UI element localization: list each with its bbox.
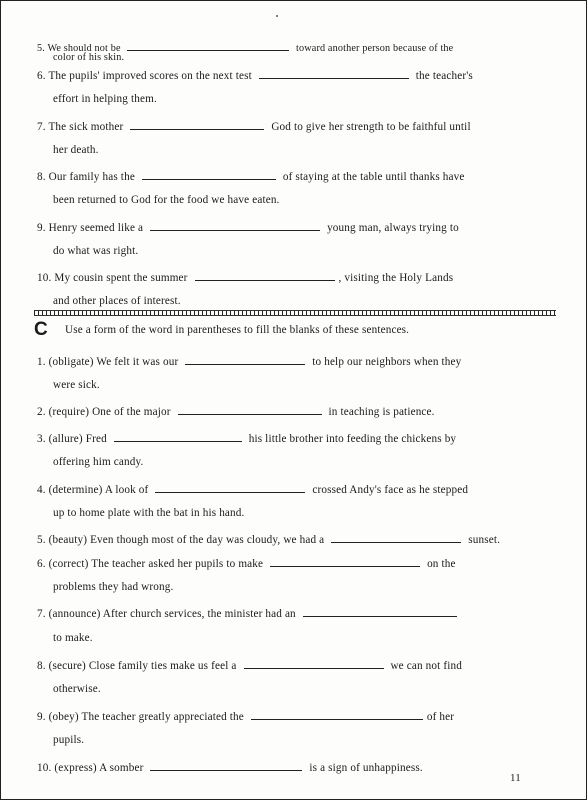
item-number: 7. <box>37 608 46 620</box>
answer-blank[interactable] <box>259 68 409 79</box>
item-number: 8. <box>37 660 46 672</box>
item-text-after: is a sign of unhappiness. <box>309 762 423 774</box>
item-b9 <box>37 220 459 234</box>
item-text-after: God to give her strength to be faithful until <box>271 121 471 133</box>
ink-dot <box>276 15 278 17</box>
item-number: 6. <box>37 70 46 82</box>
item-number: 2. <box>37 406 46 418</box>
item-b6-continuation: effort in helping them. <box>53 93 157 105</box>
item-text-before: (obligate) We felt it was our <box>48 356 179 368</box>
answer-blank[interactable] <box>150 760 302 771</box>
item-number: 3. <box>37 433 46 445</box>
item-c4-continuation: up to home plate with the bat in his hand. <box>53 507 245 519</box>
answer-blank[interactable] <box>114 431 242 442</box>
item-c4 <box>37 482 468 496</box>
item-number: 6. <box>37 558 46 570</box>
item-text-before: The pupils' improved scores on the next test <box>48 70 252 82</box>
item-c1-continuation: were sick. <box>53 379 100 391</box>
item-b8 <box>37 169 465 183</box>
item-text-before: (secure) Close family ties make us feel a <box>48 660 237 672</box>
item-text-before: (correct) The teacher asked her pupils to make <box>48 558 264 570</box>
item-number: 9. <box>37 711 46 723</box>
item-number: 1. <box>37 356 46 368</box>
item-number: 10. <box>37 762 52 774</box>
item-text-before: (require) One of the major <box>48 406 171 418</box>
item-b7 <box>37 119 471 133</box>
item-c2 <box>37 404 435 418</box>
item-text-before: My cousin spent the summer <box>54 272 188 284</box>
answer-blank[interactable] <box>185 354 305 365</box>
answer-blank[interactable] <box>127 40 289 51</box>
answer-blank[interactable] <box>155 482 305 493</box>
item-text-after: his little brother into feeding the chickens by <box>248 433 457 445</box>
item-c3 <box>37 431 456 445</box>
item-text-after: of her <box>426 711 455 723</box>
item-c1 <box>37 354 461 368</box>
item-text-after: to help our neighbors when they <box>312 356 462 368</box>
item-text-before: (determine) A look of <box>48 484 149 496</box>
item-text-after: in teaching is patience. <box>328 406 435 418</box>
item-number: 9. <box>37 222 46 234</box>
item-c5 <box>37 532 500 546</box>
item-c7-continuation: to make. <box>53 632 93 644</box>
answer-blank[interactable] <box>270 556 420 567</box>
section-c-letter: C <box>34 319 48 340</box>
item-text-before: (announce) After church services, the minister had an <box>48 608 296 620</box>
item-b7-continuation: her death. <box>53 144 99 156</box>
answer-blank[interactable] <box>178 404 322 415</box>
answer-blank[interactable] <box>331 532 461 543</box>
item-c7 <box>37 606 461 620</box>
item-c3-continuation: offering him candy. <box>53 456 144 468</box>
item-text-after: the teacher's <box>415 70 473 82</box>
item-text-before: (obey) The teacher greatly appreciated the <box>48 711 244 723</box>
item-text-after: sunset. <box>468 534 501 546</box>
section-c-instruction: Use a form of the word in parentheses to fill the blanks of these sentences. <box>65 324 410 336</box>
item-text-after: , visiting the Holy Lands <box>338 272 454 284</box>
item-text-before: (beauty) Even though most of the day was cloudy, we had a <box>48 534 325 546</box>
answer-blank[interactable] <box>150 220 320 231</box>
item-text-after: young man, always trying to <box>327 222 459 234</box>
answer-blank[interactable] <box>244 658 384 669</box>
answer-blank[interactable] <box>130 119 264 130</box>
item-b8-continuation: been returned to God for the food we have eaten. <box>53 194 280 206</box>
answer-blank[interactable] <box>195 270 335 281</box>
item-text-before: The sick mother <box>48 121 124 133</box>
item-c10 <box>37 760 423 774</box>
item-text-before: Our family has the <box>48 171 135 183</box>
item-text-after: crossed Andy's face as he stepped <box>312 484 469 496</box>
item-number: 8. <box>37 171 46 183</box>
item-c6 <box>37 556 456 570</box>
page-number: 11 <box>510 772 521 784</box>
item-number: 5. <box>37 43 45 54</box>
section-divider <box>34 310 556 316</box>
answer-blank[interactable] <box>251 709 423 720</box>
item-number: 7. <box>37 121 46 133</box>
item-c9-continuation: pupils. <box>53 734 85 746</box>
item-c9 <box>37 709 454 723</box>
item-text-after: of staying at the table until thanks have <box>282 171 465 183</box>
item-number: 4. <box>37 484 46 496</box>
item-text-after: on the <box>427 558 456 570</box>
item-c8 <box>37 658 462 672</box>
item-b6 <box>37 68 473 82</box>
item-number: 10. <box>37 272 52 284</box>
item-text-before: Henry seemed like a <box>48 222 144 234</box>
item-c8-continuation: otherwise. <box>53 683 101 695</box>
item-text-after: toward another person because of the <box>296 43 454 54</box>
item-text-before: (express) A somber <box>54 762 144 774</box>
item-text-before: We should not be <box>47 43 121 54</box>
item-b10 <box>37 270 453 284</box>
item-c6-continuation: problems they had wrong. <box>53 581 174 593</box>
item-b5-continuation: color of his skin. <box>53 52 125 63</box>
answer-blank[interactable] <box>303 606 457 617</box>
item-b9-continuation: do what was right. <box>53 245 139 257</box>
item-number: 5. <box>37 534 46 546</box>
item-text-after: we can not find <box>390 660 462 672</box>
item-text-before: (allure) Fred <box>48 433 107 445</box>
answer-blank[interactable] <box>142 169 276 180</box>
item-b10-continuation: and other places of interest. <box>53 295 181 307</box>
